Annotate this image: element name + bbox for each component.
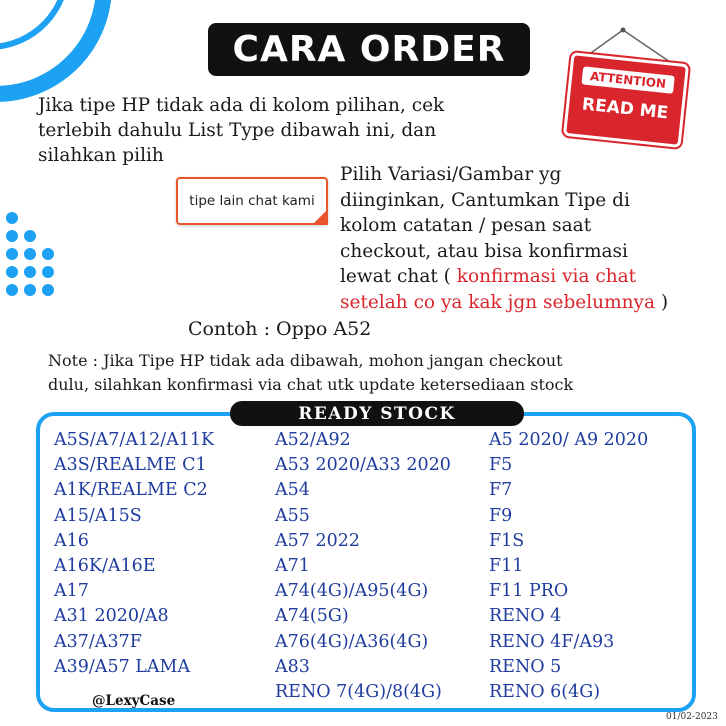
- variasi-line: checkout, atau bisa konfirmasi: [340, 240, 628, 262]
- stock-item: A54: [275, 480, 310, 501]
- variasi-line: kolom catatan / pesan saat: [340, 215, 592, 236]
- stock-item: F11: [489, 556, 524, 577]
- stock-item: A16K/A16E: [54, 556, 156, 577]
- stock-item: A83: [275, 656, 310, 677]
- intro-line: terlebih dahulu List Type dibawah ini, dan: [38, 120, 437, 141]
- stock-item: A71: [275, 556, 310, 577]
- stock-item: F9: [489, 505, 513, 526]
- contoh-example: Contoh : Oppo A52: [188, 318, 372, 340]
- stock-item: F1S: [489, 530, 525, 551]
- sign-read-me-text: READ ME: [581, 94, 670, 124]
- stock-item: A57 2022: [275, 530, 361, 551]
- sign-attention-text: ATTENTION: [581, 66, 674, 94]
- stock-item: A52/A92: [275, 430, 351, 450]
- stock-item: RENO 7(4G)/8(4G): [275, 682, 442, 703]
- stock-item: A15/A15S: [54, 505, 142, 526]
- variasi-line: Pilih Variasi/Gambar yg: [340, 164, 562, 185]
- stock-item: A55: [275, 505, 310, 526]
- stock-item: RENO 6(4G): [489, 682, 601, 703]
- variasi-line: [340, 290, 720, 316]
- variasi-instructions: [340, 162, 720, 315]
- decorative-dots: [6, 212, 66, 312]
- attention-sign: [565, 30, 695, 145]
- date-stamp: 01/02-2023: [666, 712, 718, 722]
- stock-item: F7: [489, 480, 513, 501]
- stock-item: F11 PRO: [489, 581, 569, 602]
- variasi-line: [340, 264, 720, 290]
- shop-handle: @LexyCase: [92, 693, 176, 709]
- note-line: dulu, silahkan konfirmasi via chat utk update ketersediaan stock: [48, 375, 574, 394]
- stock-column-2: [275, 428, 451, 705]
- stock-item: A3S/REALME C1: [54, 455, 207, 476]
- stock-item: A53 2020/A33 2020: [275, 455, 451, 476]
- stock-item: A5S/A7/A12/A11K: [54, 430, 215, 450]
- stock-item: A76(4G)/A36(4G): [275, 631, 429, 652]
- stock-item: A37/A37F: [54, 631, 142, 652]
- stock-item: A31 2020/A8: [54, 606, 169, 627]
- stock-item: RENO 4: [489, 606, 562, 627]
- stock-column-1: [54, 428, 214, 680]
- variasi-text: lewat chat (: [340, 266, 457, 287]
- intro-line: Jika tipe HP tidak ada di kolom pilihan, cek: [38, 95, 445, 116]
- stock-item: A17: [54, 581, 89, 602]
- stock-item: RENO 5: [489, 656, 562, 677]
- variasi-text: ): [655, 291, 669, 313]
- stock-item: A5 2020/ A9 2020: [489, 430, 649, 450]
- variasi-red-text: setelah co ya kak jgn sebelumnya: [340, 291, 656, 313]
- stock-item: F5: [489, 455, 513, 476]
- stock-item: A1K/REALME C2: [54, 480, 208, 501]
- variasi-line: diinginkan, Cantumkan Tipe di: [340, 189, 630, 211]
- variasi-red-text: konfirmasi via chat: [456, 266, 637, 287]
- stock-item: RENO 4F/A93: [489, 631, 615, 652]
- intro-text: [38, 93, 538, 168]
- note-text: [48, 349, 688, 397]
- page-title: CARA ORDER: [208, 23, 530, 76]
- tipe-lain-label: tipe lain chat kami: [189, 193, 315, 209]
- stock-item: A39/A57 LAMA: [54, 656, 191, 677]
- ready-stock-label: READY STOCK: [230, 401, 524, 426]
- stock-column-3: [489, 428, 648, 705]
- tipe-lain-chat-button: [176, 177, 328, 225]
- stock-item: A16: [54, 530, 89, 551]
- note-line: Note : Jika Tipe HP tidak ada dibawah, mohon jangan checkout: [48, 351, 563, 370]
- stock-item: A74(5G): [275, 606, 349, 627]
- stock-item: A74(4G)/A95(4G): [275, 581, 429, 602]
- sign-plate: [563, 52, 689, 148]
- intro-line: silahkan pilih: [38, 145, 164, 166]
- check-corner-icon: [312, 209, 328, 225]
